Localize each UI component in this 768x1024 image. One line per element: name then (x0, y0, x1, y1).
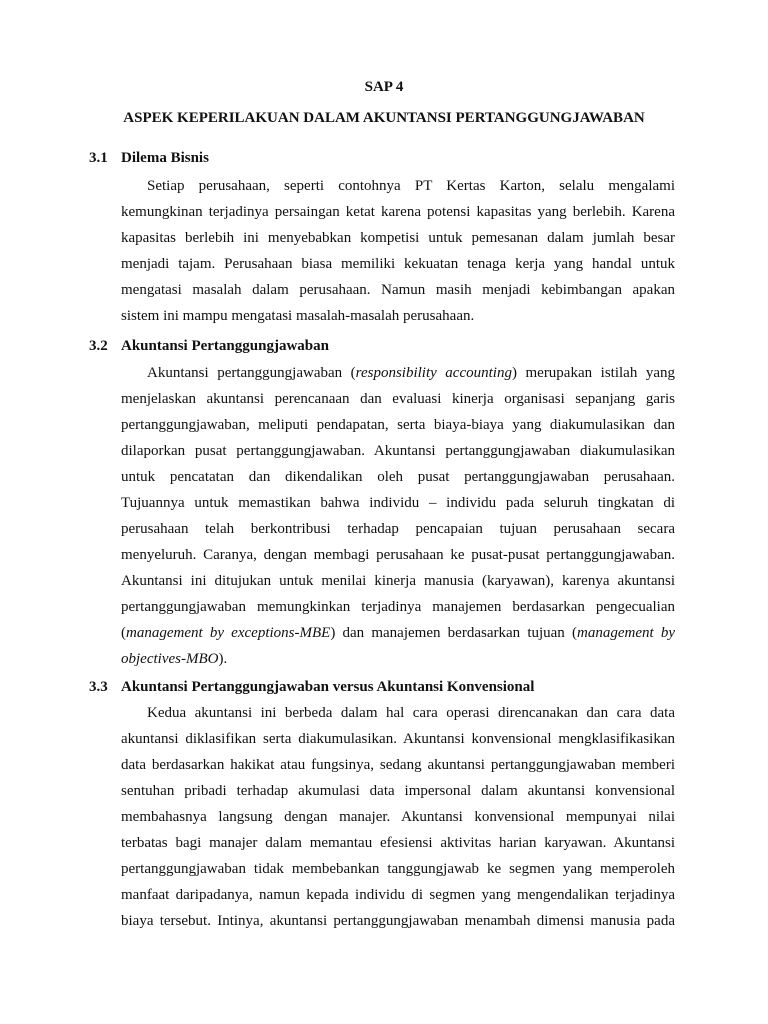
section-title: Dilema Bisnis (121, 150, 209, 166)
section-number: 3.3 (89, 679, 108, 695)
paragraph-line: kapasitas berlebih ini menyebabkan kompetisi untuk pemesanan dalam jumlah besar (121, 230, 675, 246)
text-run: ) dan manajemen berdasarkan tujuan ( (330, 625, 577, 641)
paragraph-line: menjadi tajam. Perusahaan biasa memiliki kekuatan tenaga kerja yang handal untuk (121, 256, 675, 272)
section-paragraph-3-3 (121, 700, 675, 934)
paragraph-line: terbatas bagi manajer dalam memantau efesiensi aktivitas harian karyawan. Akuntansi (121, 835, 675, 851)
paragraph-line: pertanggungjawaban tidak membebankan tanggungjawab ke segmen yang memperoleh (121, 861, 675, 877)
paragraph-line: akuntansi diklasifikan serta diakumulasikan. Akuntansi konvensional mengklasifikasikan (121, 731, 675, 747)
text-run: Akuntansi pertanggungjawaban ( (147, 365, 356, 381)
paragraph-line (121, 620, 675, 646)
paragraph-line: menjelaskan akuntansi perencanaan dan evaluasi kinerja organisasi sepanjang garis (121, 391, 675, 407)
paragraph-line: Setiap perusahaan, seperti contohnya PT Kertas Karton, selalu mengalami (147, 178, 675, 194)
paragraph-line: Kedua akuntansi ini berbeda dalam hal cara operasi direncanakan dan cara data (147, 705, 675, 721)
paragraph-line (121, 646, 675, 672)
section-heading-3-1 (89, 150, 209, 167)
paragraph-line: manfaat daripadanya, namun kepada individu di segmen yang mengendalikan terjadinya (121, 887, 675, 903)
text-run: ( (121, 625, 126, 641)
paragraph-line: mengatasi masalah dalam perusahaan. Namun masih menjadi kebimbangan apakan (121, 282, 675, 298)
paragraph-line: menyeluruh. Caranya, dengan membagi perusahaan ke pusat-pusat pertanggungjawaban. (121, 547, 675, 563)
paragraph-line: kemungkinan terjadinya persaingan ketat karena potensi kapasitas yang berlebih. Karena (121, 204, 675, 220)
paragraph-line: data berdasarkan hakikat atau fungsinya, sedang akuntansi pertanggungjawaban memberi (121, 757, 675, 773)
paragraph-line: perusahaan telah berkontribusi terhadap pencapaian tujuan perusahaan secara (121, 521, 675, 537)
text-run: ). (218, 651, 228, 667)
paragraph-line: untuk pencatatan dan dikendalikan oleh pusat pertanggungjawaban perusahaan. (121, 469, 675, 485)
paragraph-line: biaya tersebut. Intinya, akuntansi pertanggungjawaban menambah dimensi manusia pada (121, 913, 675, 929)
paragraph-line: pertanggungjawaban, meliputi pendapatan, serta biaya-biaya yang diakumulasikan dan (121, 417, 675, 433)
section-heading-3-3 (89, 679, 534, 696)
paragraph-line: dilaporkan pusat pertanggungjawaban. Akuntansi pertanggungjawaban diakumulasikan (121, 443, 675, 459)
section-number: 3.2 (89, 338, 108, 354)
section-title: Akuntansi Pertanggungjawaban (121, 338, 329, 354)
paragraph-line: membahasnya langsung dengan manajer. Akuntansi konvensional mempunyai nilai (121, 809, 675, 825)
italic-term: management by exceptions-MBE (126, 625, 331, 641)
section-heading-3-2 (89, 338, 329, 355)
italic-term: management by (577, 625, 675, 641)
paragraph-line (121, 360, 675, 386)
section-paragraph-3-1 (121, 173, 675, 329)
paragraph-line: Tujuannya untuk memastikan bahwa individu – individu pada seluruh tingkatan di (121, 495, 675, 511)
paragraph-line: pertanggungjawaban memungkinkan terjadinya manajemen berdasarkan pengecualian (121, 599, 675, 615)
italic-term: responsibility accounting (355, 365, 512, 381)
paragraph-line: sentuhan pribadi terhadap akumulasi data impersonal dalam akuntansi konvensional (121, 783, 675, 799)
section-number: 3.1 (89, 150, 108, 166)
paragraph-line: sistem ini mampu mengatasi masalah-masalah perusahaan. (121, 308, 475, 324)
italic-term: objectives-MBO (121, 651, 219, 667)
document-subtitle: ASPEK KEPERILAKUAN DALAM AKUNTANSI PERTANGGUNGJAWABAN (123, 110, 645, 126)
document-title: SAP 4 (364, 79, 404, 95)
section-title: Akuntansi Pertanggungjawaban versus Akuntansi Konvensional (121, 679, 535, 695)
section-paragraph-3-2 (121, 360, 675, 672)
text-run: ) merupakan istilah yang (511, 365, 676, 381)
paragraph-line: Akuntansi ini ditujukan untuk menilai kinerja manusia (karyawan), karenya akuntansi (121, 573, 675, 589)
